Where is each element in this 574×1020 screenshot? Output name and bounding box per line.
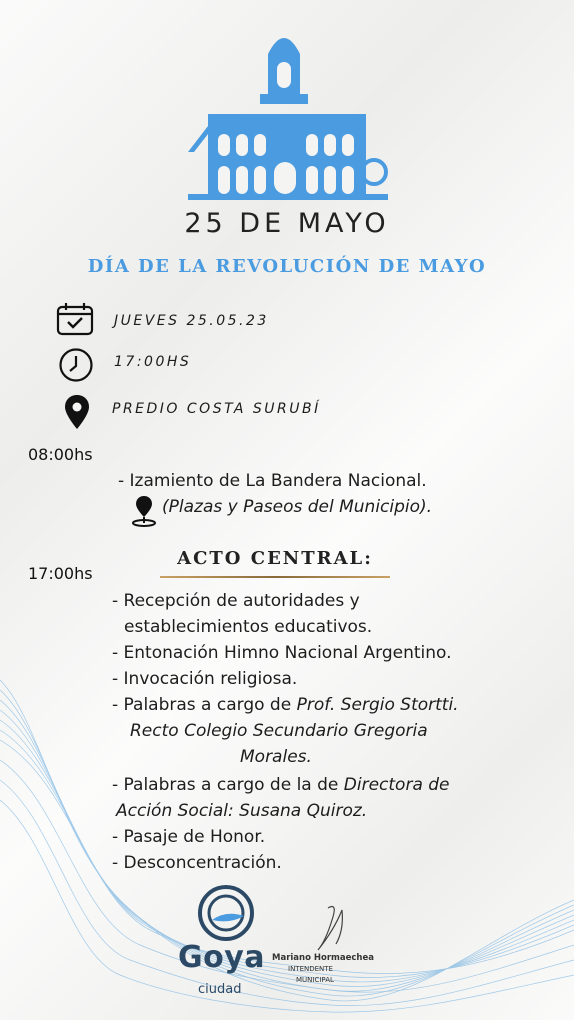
- program-item: - Invocación religiosa.: [112, 669, 298, 689]
- signer-name: Mariano Hormaechea: [272, 953, 374, 963]
- heading-divider: [160, 576, 390, 578]
- program-item: establecimientos educativos.: [124, 617, 373, 637]
- acto-central-heading: ACTO CENTRAL:: [177, 548, 373, 569]
- event-time: 17:00HS: [114, 354, 192, 370]
- signer-title: MUNICIPAL: [296, 976, 334, 984]
- program-item: - Pasaje de Honor.: [112, 827, 266, 847]
- signature: [298, 900, 358, 960]
- speaker-title: Directora de: [343, 775, 450, 795]
- program-item: Morales.: [240, 747, 312, 767]
- goya-logo-icon: [196, 884, 256, 942]
- morning-time: 08:00hs: [28, 445, 93, 464]
- program-item: Acción Social: Susana Quiroz.: [116, 801, 368, 821]
- cabildo-icon: [188, 22, 388, 202]
- morning-item: - Izamiento de La Bandera Nacional.: [118, 471, 427, 491]
- goya-logo-subtext: ciudad: [198, 982, 242, 997]
- signer-title: INTENDENTE: [288, 965, 333, 973]
- map-pin-icon: [130, 495, 158, 527]
- event-place: PREDIO COSTA SURUBÍ: [112, 401, 321, 417]
- program-item: - Recepción de autoridades y: [112, 591, 360, 611]
- page-subtitle: DÍA DE LA REVOLUCIÓN DE MAYO: [87, 256, 487, 277]
- program-item: - Entonación Himno Nacional Argentino.: [112, 643, 452, 663]
- program-item: Recto Colegio Secundario Gregoria: [130, 721, 428, 741]
- goya-logo-text: Goya: [178, 940, 266, 975]
- page-title: 25 DE MAYO: [184, 208, 390, 239]
- program-item-text: - Palabras a cargo de: [112, 695, 297, 715]
- program-item: [112, 695, 459, 715]
- program-item: - Desconcentración.: [112, 853, 282, 873]
- clock-icon: [58, 347, 94, 383]
- program-item: [112, 775, 450, 795]
- location-pin-icon: [64, 394, 90, 430]
- event-date: JUEVES 25.05.23: [114, 313, 269, 329]
- speaker-name: Prof. Sergio Stortti.: [296, 695, 459, 715]
- morning-location: (Plazas y Paseos del Municipio).: [162, 497, 433, 517]
- central-time: 17:00hs: [28, 564, 93, 583]
- calendar-check-icon: [56, 302, 94, 336]
- program-item-text: - Palabras a cargo de la de: [112, 775, 344, 795]
